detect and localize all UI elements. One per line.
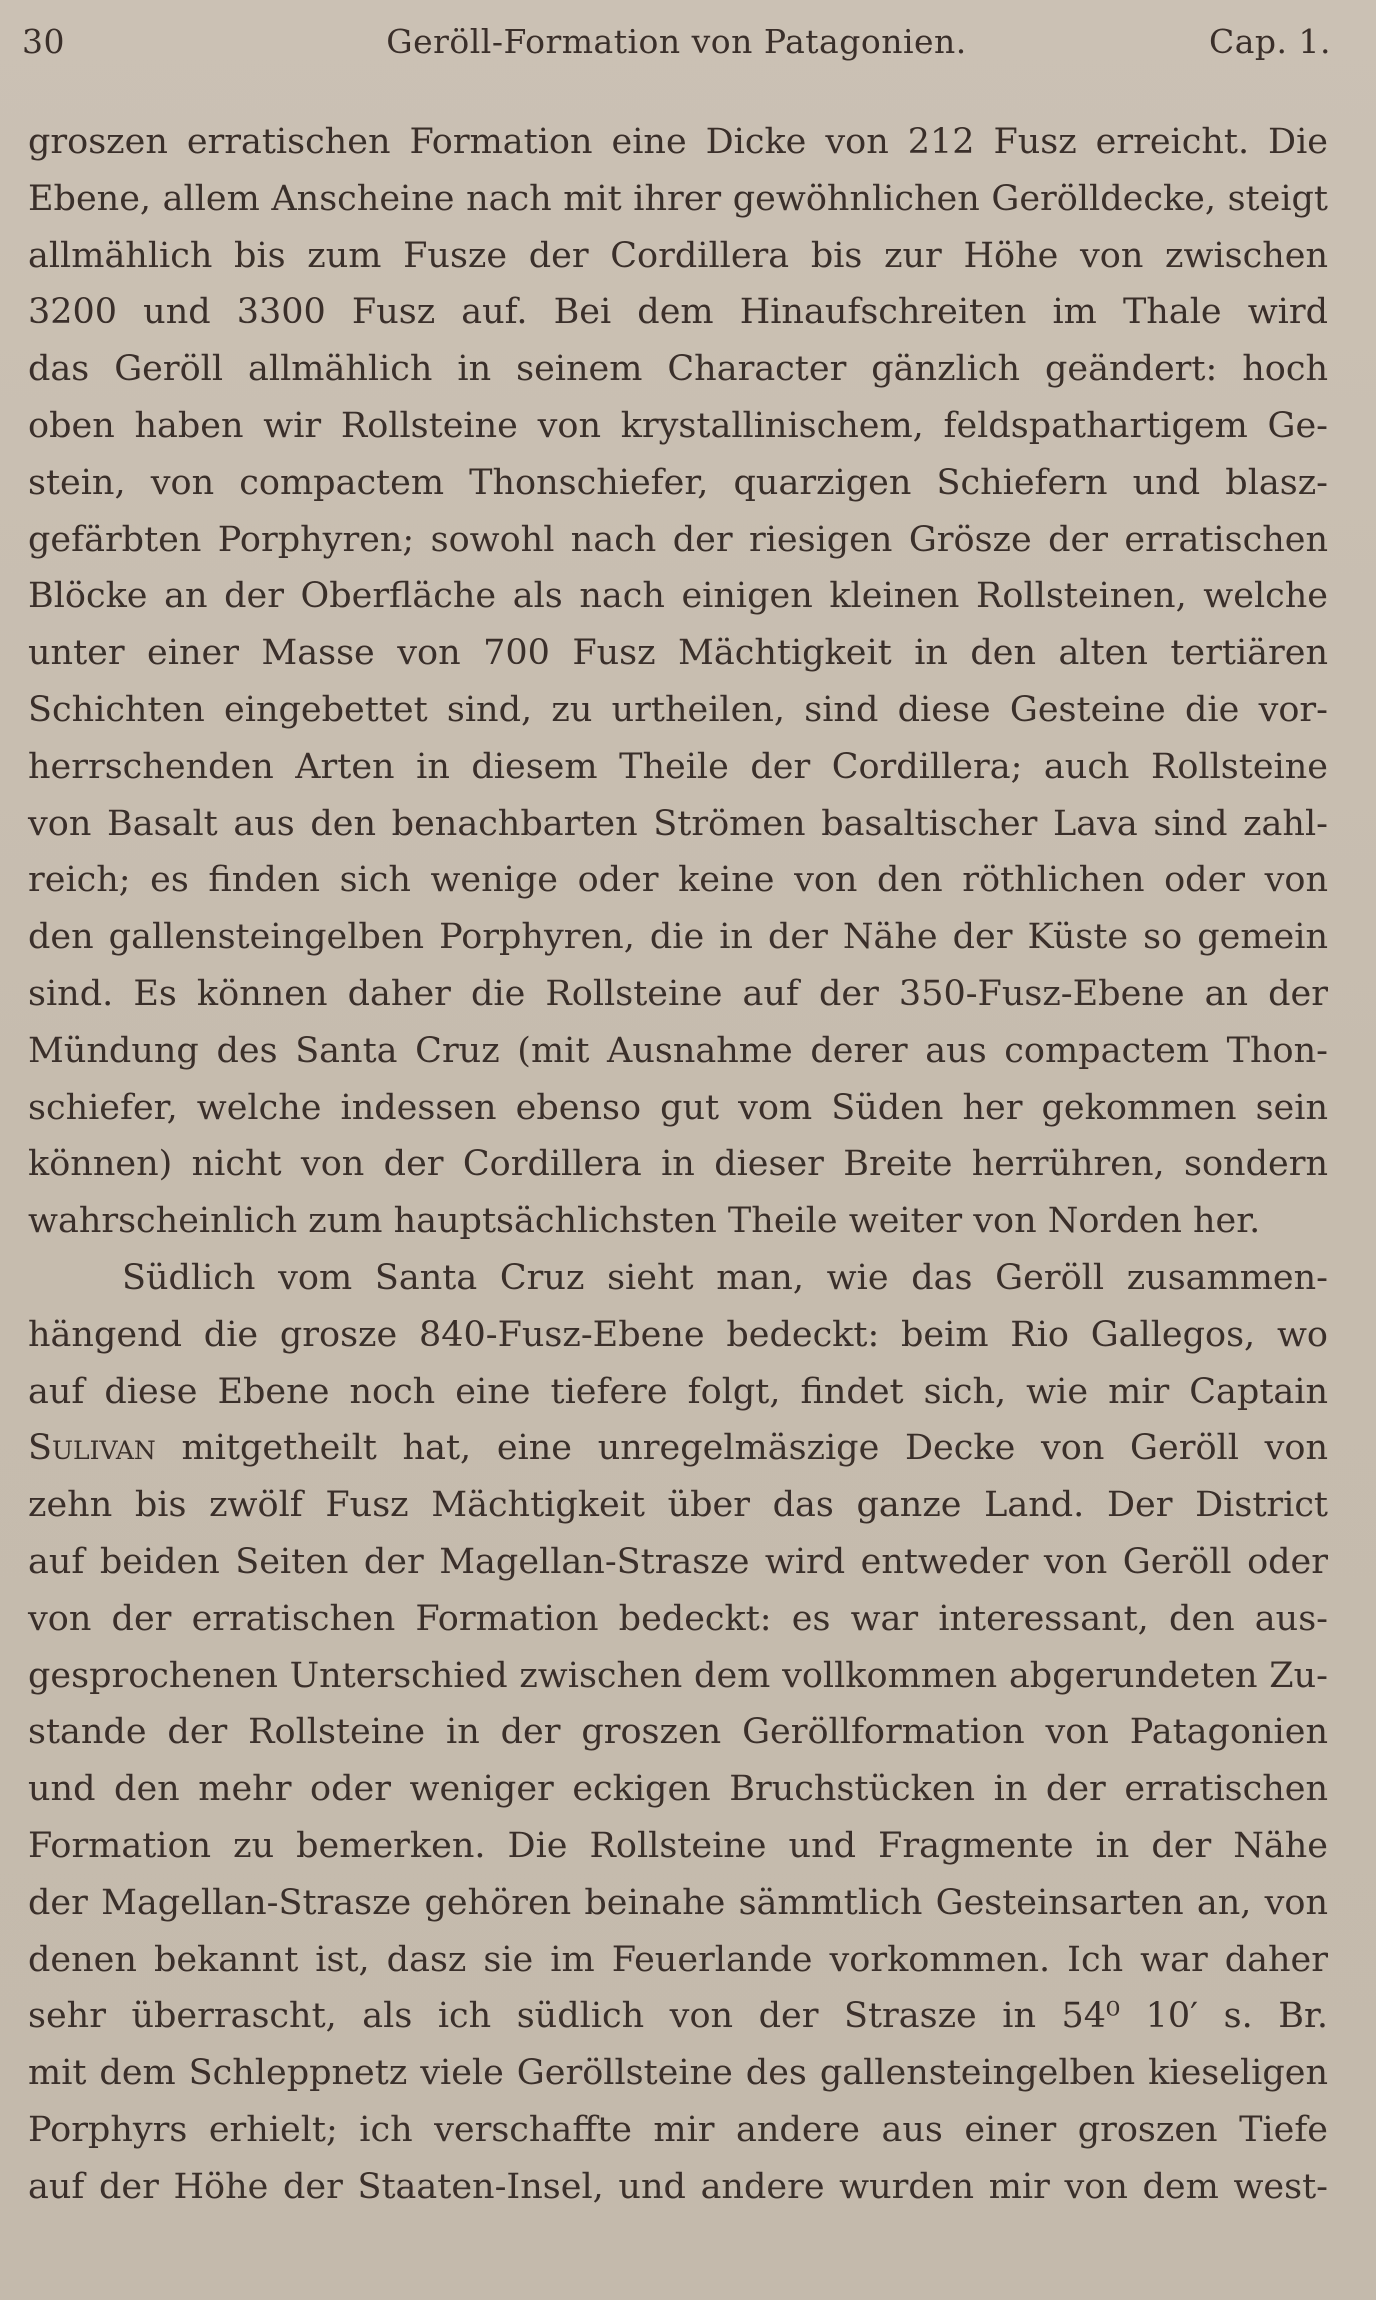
text-line: Mündung des Santa Cruz (mit Ausnahme derer aus compactem Thon- [28,1030,1328,1071]
running-header [22,22,1331,70]
text-line: hängend die grosze 840-Fusz-Ebene bedeckt: beim Rio Gallegos, wo [28,1314,1328,1355]
text-line: stein, von compactem Thonschiefer, quarzigen Schiefern und blasz- [28,462,1328,503]
text-line-rest: mitgetheilt hat, eine unregelmäszige Decke von Geröll von [181,1428,1328,1469]
text-line: Ebene, allem Anscheine nach mit ihrer gewöhnlichen Gerölldecke, steigt [28,178,1328,219]
page-body [28,114,1328,2215]
text-line: können) nicht von der Cordillera in dieser Breite herrühren, sondern [28,1144,1328,1185]
text-line: sehr überrascht, als ich südlich von der Strasze in 54⁰ 10′ s. Br. [28,1996,1328,2037]
text-line: unter einer Masse von 700 Fusz Mächtigkeit in den alten tertiären [28,633,1328,674]
text-line [28,1420,1328,1477]
text-line: sind. Es können daher die Rollsteine auf der 350-Fusz-Ebene an der [28,973,1328,1014]
paragraph-end-line: wahrscheinlich zum hauptsächlichsten Theile weiter von Norden her. [28,1201,1261,1242]
person-name-small-caps: Sulivan [28,1428,156,1469]
text-line: schiefer, welche indessen ebenso gut vom Süden her gekommen sein [28,1087,1328,1128]
text-line: der Magellan-Strasze gehören beinahe sämmtlich Gesteinsarten an, von [28,1882,1328,1923]
text-line: von Basalt aus den benachbarten Strömen basaltischer Lava sind zahl- [28,803,1328,844]
running-title: Geröll-Formation von Patagonien. [386,22,967,61]
text-line: auf diese Ebene noch eine tiefere folgt, findet sich, wie mir Captain [28,1371,1328,1412]
text-line: Schichten eingebettet sind, zu urtheilen, sind diese Gesteine die vor- [28,689,1328,730]
text-line: groszen erratischen Formation eine Dicke von 212 Fusz erreicht. Die [28,122,1328,162]
chapter-label: Cap. 1. [1208,22,1331,61]
text-line: Porphyrs erhielt; ich verschaffte mir andere aus einer groszen Tiefe [28,2109,1328,2150]
text-line: herrschenden Arten in diesem Theile der Cordillera; auch Rollsteine [28,746,1328,787]
text-line: den gallensteingelben Porphyren, die in der Nähe der Küste so gemein [28,917,1328,958]
paragraph-start-line: Südlich vom Santa Cruz sieht man, wie das Geröll zusammen- [122,1257,1328,1298]
text-line: auf beiden Seiten der Magellan-Strasze wird entweder von Geröll oder [28,1541,1328,1582]
text-line: reich; es finden sich wenige oder keine von den röthlichen oder von [28,860,1328,901]
text-line: oben haben wir Rollsteine von krystallinischem, feldspathartigem Ge- [28,405,1328,446]
text-line: gefärbten Porphyren; sowohl nach der riesigen Grösze der erratischen [28,519,1328,560]
text-line: von der erratischen Formation bedeckt: es war interessant, den aus- [28,1598,1328,1639]
text-line: auf der Höhe der Staaten-Insel, und andere wurden mir von dem west- [28,2166,1328,2207]
text-line: gesprochenen Unterschied zwischen dem vollkommen abgerundeten Zu- [28,1655,1328,1696]
text-line: und den mehr oder weniger eckigen Bruchstücken in der erratischen [28,1769,1328,1810]
text-line: Formation zu bemerken. Die Rollsteine und Fragmente in der Nähe [28,1825,1328,1866]
text-line: 3200 und 3300 Fusz auf. Bei dem Hinaufschreiten im Thale wird [28,292,1328,333]
text-line: mit dem Schleppnetz viele Geröllsteine des gallensteingelben kieseligen [28,2053,1328,2094]
text-line: stande der Rollsteine in der groszen Geröllformation von Patagonien [28,1712,1328,1753]
text-line: denen bekannt ist, dasz sie im Feuerlande vorkommen. Ich war daher [28,1939,1328,1980]
text-line: Blöcke an der Oberfläche als nach einigen kleinen Rollsteinen, welche [28,576,1328,617]
text-line: allmählich bis zum Fusze der Cordillera bis zur Höhe von zwischen [28,235,1328,276]
page-number: 30 [22,22,65,61]
text-line: zehn bis zwölf Fusz Mächtigkeit über das ganze Land. Der District [28,1485,1328,1526]
text-line: das Geröll allmählich in seinem Character gänzlich geändert: hoch [28,349,1328,390]
